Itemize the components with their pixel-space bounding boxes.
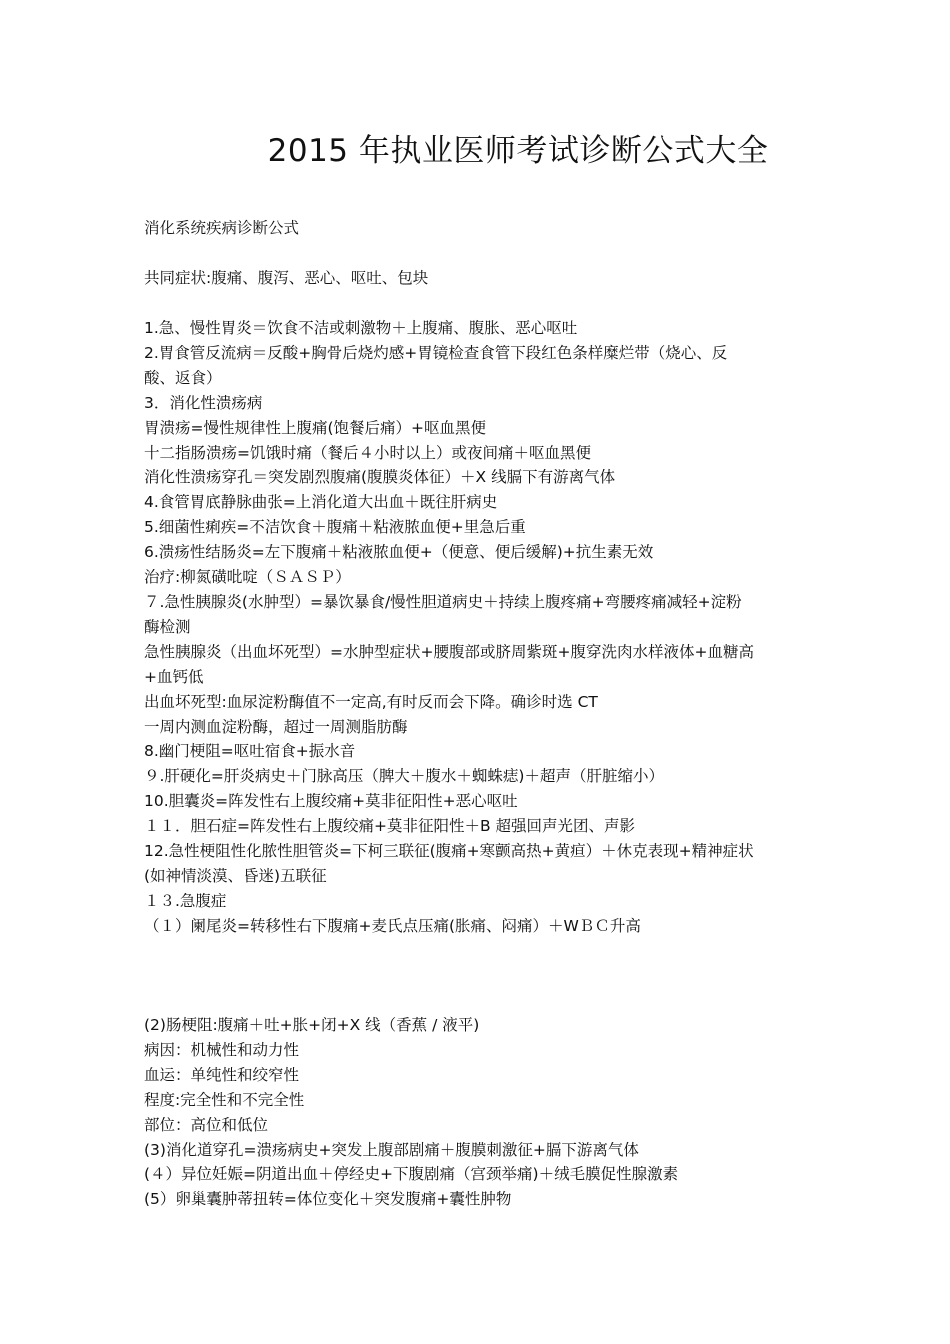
section-title: 消化系统疾病诊断公式	[144, 219, 300, 237]
text-line: 治疗:柳氮磺吡啶（ＳＡＳＰ）	[144, 568, 351, 587]
text-line: 消化性溃疡穿孔＝突发剧烈腹痛(腹膜炎体征）＋X 线膈下有游离气体	[144, 468, 616, 487]
text-line: 10.胆囊炎=阵发性右上腹绞痛+莫非征阳性+恶心呕吐	[144, 792, 518, 811]
text-line: 4.食管胃底静脉曲张=上消化道大出血＋既往肝病史	[144, 493, 498, 512]
text-line: 十二指肠溃疡=饥饿时痛（餐后４小时以上）或夜间痛＋呕血黑便	[144, 443, 591, 462]
text-line: 一周内测血淀粉酶，超过一周测脂肪酶	[144, 717, 408, 736]
text-line: 5.细菌性痢疾=不洁饮食＋腹痛＋粘液脓血便+里急后重	[144, 518, 526, 537]
text-line: 血运：单纯性和绞窄性	[144, 1065, 300, 1084]
text-line: 8.幽门梗阻=呕吐宿食+振水音	[144, 742, 356, 761]
text-line: 出血坏死型:血尿淀粉酶值不一定高,有时反而会下降。确诊时选 CT	[144, 692, 598, 711]
document-title: 2015 年执业医师考试诊断公式大全	[267, 133, 769, 169]
text-line: 病因：机械性和动力性	[144, 1040, 300, 1059]
formula-list-part2	[144, 1013, 812, 1212]
text-line: (2)肠梗阻:腹痛＋吐+胀+闭+X 线（香蕉 / 液平)	[144, 1016, 480, 1034]
text-line: +血钙低	[144, 667, 204, 686]
text-line: 酸、返食）	[144, 368, 222, 387]
text-line: 部位：高位和低位	[144, 1115, 269, 1134]
text-line: ９.肝硬化=肝炎病史＋门脉高压（脾大＋腹水＋蜘蛛痣)＋超声（肝脏缩小）	[144, 767, 664, 786]
text-line: （１）阑尾炎=转移性右下腹痛+麦氏点压痛(胀痛、闷痛）＋WＢＣ升高	[144, 916, 641, 935]
common-symptoms: 共同症状:腹痛、腹泻、恶心、呕吐、包块	[144, 269, 429, 287]
text-line: 6.溃疡性结肠炎=左下腹痛＋粘液脓血便+（便意、便后缓解)+抗生素无效	[144, 543, 654, 562]
text-line: 程度:完全性和不完全性	[144, 1090, 305, 1109]
text-line: 2.胃食管反流病＝反酸+胸骨后烧灼感+胃镜检查食管下段红色条样糜烂带（烧心、反	[144, 343, 728, 362]
text-line: 急性胰腺炎（出血坏死型）=水肿型症状+腰腹部或脐周紫斑+腹穿洗肉水样液体+血糖高	[144, 642, 754, 661]
section-title-block	[144, 216, 812, 241]
text-line: (如神情淡漠、昏迷)五联征	[144, 866, 327, 885]
text-line: １１．胆石症=阵发性右上腹绞痛+莫非征阳性＋B 超强回声光团、声影	[144, 817, 636, 836]
formula-list-part1	[144, 316, 812, 939]
text-line: 胃溃疡=慢性规律性上腹痛(饱餐后痛）+呕血黑便	[144, 418, 487, 437]
text-line: (４）异位妊娠=阴道出血＋停经史+下腹剧痛（宫颈举痛)＋绒毛膜促性腺激素	[144, 1165, 679, 1184]
common-symptoms-block	[144, 266, 812, 291]
text-line: 3．消化性溃疡病	[144, 393, 263, 412]
text-line: (5）卵巢囊肿蒂扭转=体位变化＋突发腹痛+囊性肿物	[144, 1190, 512, 1209]
text-line: 12.急性梗阻性化脓性胆管炎=下柯三联征(腹痛+寒颤高热+黄疸）＋休克表现+精神症状	[144, 842, 754, 861]
text-line: (3)消化道穿孔=溃疡病史+突发上腹部剧痛＋腹膜刺激征+膈下游离气体	[144, 1140, 639, 1159]
text-line: 1.急、慢性胃炎＝饮食不洁或刺激物＋上腹痛、腹胀、恶心呕吐	[144, 319, 578, 337]
text-line: １３.急腹症	[144, 891, 227, 910]
text-line: ７.急性胰腺炎(水肿型）=暴饮暴食/慢性胆道病史＋持续上腹疼痛+弯腰疼痛减轻+淀粉	[144, 592, 742, 611]
text-line: 酶检测	[144, 617, 191, 636]
